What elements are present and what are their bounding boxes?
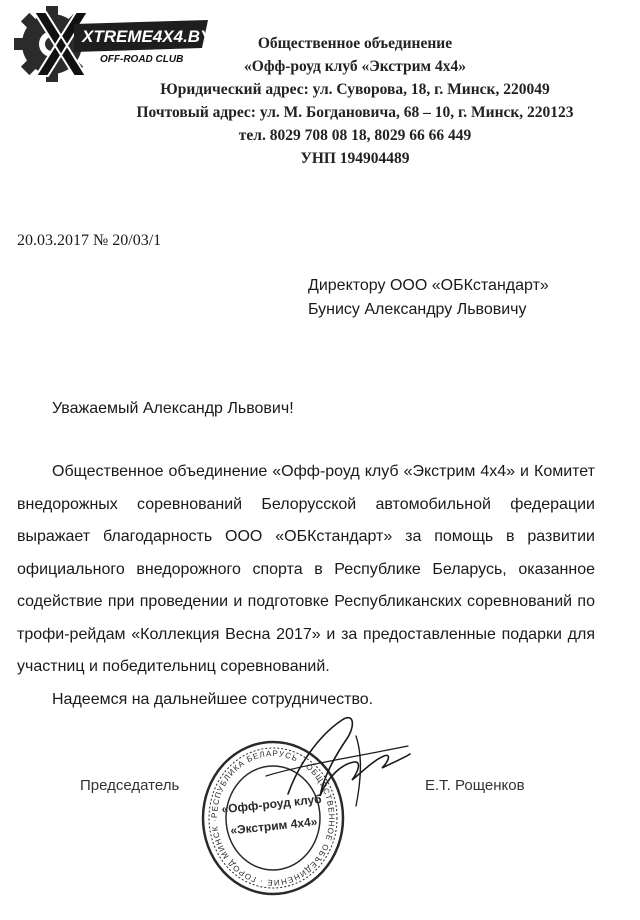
logo-tagline: OFF-ROAD CLUB	[100, 54, 184, 65]
stamp-line: «Экстрим 4х4»	[229, 814, 318, 838]
header-line: тел. 8029 708 08 18, 8029 66 66 449	[238, 127, 472, 144]
handwritten-signature	[258, 706, 418, 816]
stamp-line: «Офф-роуд клуб	[220, 791, 323, 817]
recipient-line: Бунису Александру Львовичу	[308, 301, 527, 318]
salutation: Уважаемый Александр Львович!	[52, 400, 294, 417]
organization-header	[90, 32, 620, 170]
recipient-block	[308, 274, 549, 322]
stamp-outer-text: РЕСПУБЛИКА БЕЛАРУСЬ · ОБЩЕСТВЕННОЕ ОБЪЕДИНЕНИЕ · ГОРОД МИНСК ·	[209, 748, 337, 888]
signer-name: Е.Т. Рощенков	[425, 777, 525, 794]
body-paragraph: Общественное объединение «Офф-роуд клуб «Экстрим 4х4» и Комитет внедорожных соревнований Белорусской автомобильной федерации выражает благодарность ООО «ОБКстандарт» за помощь в развитии официального внедорожного спорта в Республике Беларусь, оказанное содействие при проведении и подготовке Республиканских соревнований по трофи-рейдам «Коллекция Весна 2017» и за предоставленные подарки для участниц и победительниц соревнований.	[17, 463, 595, 675]
header-line: УНП 194904489	[300, 150, 410, 167]
header-line: Юридический адрес: ул. Суворова, 18, г. Минск, 220049	[160, 81, 550, 98]
letter-body	[17, 456, 595, 716]
recipient-line: Директору ООО «ОБКстандарт»	[308, 277, 549, 294]
signer-title: Председатель	[80, 777, 180, 794]
header-line: «Офф-роуд клуб «Экстрим 4х4»	[244, 58, 466, 75]
body-paragraph: Надеемся на дальнейшее сотрудничество.	[52, 690, 374, 708]
logo-name: XTREME4X4.BY	[82, 27, 212, 46]
letter-date-number: 20.03.2017 № 20/03/1	[17, 232, 162, 249]
header-line: Общественное объединение	[257, 35, 453, 52]
header-line: Почтовый адрес: ул. М. Богдановича, 68 – 10, г. Минск, 220123	[136, 104, 574, 121]
